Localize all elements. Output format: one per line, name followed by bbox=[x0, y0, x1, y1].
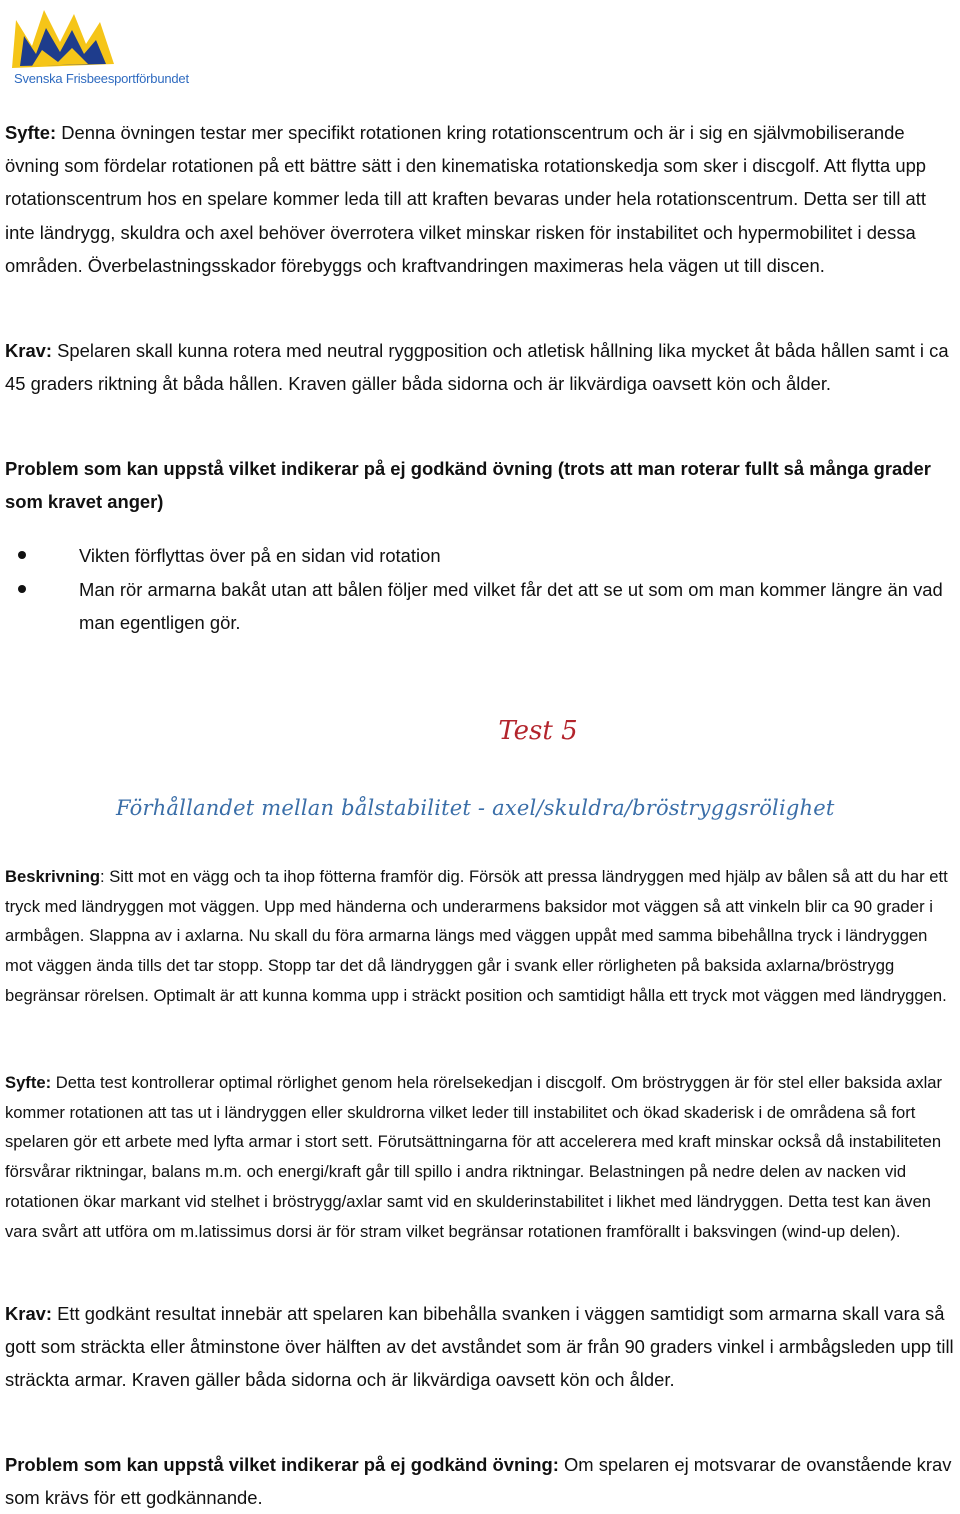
bullet-text: Vikten förflyttas över på en sidan vid rotation bbox=[79, 545, 441, 566]
section1-krav bbox=[5, 334, 957, 400]
bullet-text: Man rör armarna bakåt utan att bålen följer med vilket får det att se ut som om man kommer längre än vad man egentligen gör. bbox=[79, 579, 943, 634]
test-subtitle: Förhållandet mellan bålstabilitet - axel/skuldra/bröstryggsrölighet bbox=[116, 796, 835, 820]
problem-label: Problem som kan uppstå vilket indikerar på ej godkänd övning: bbox=[5, 1454, 559, 1475]
list-item bbox=[0, 539, 952, 572]
test-title: Test 5 bbox=[498, 716, 578, 746]
test5-syfte bbox=[5, 1068, 957, 1246]
syfte-text: Detta test kontrollerar optimal rörlighet genom hela rörelsekedjan i discgolf. Om bröstryggen är för stel eller baksida axlar kommer rotationen att tas ut i ländryggen eller skuldrorna vilket leder till instabilitet och ökad skaderisk i de områdena så fort spelaren gör ett arbete med lyfta armar i stort sett. Förutsättningarna för att accelerera med kraft minskar också då instabiliteten försvårar riktningar, balans m.m. och energi/kraft går till spillo i andra riktningar. Belastningen på nedre delen av nacken vid rotationen ökar markant vid stelhet i bröstrygg/axlar samt vid en skulderinstabilitet i likhet med ländryggen. Detta test kan även vara svårt att utföra om m.latissimus dorsi är för stram vilket begränsar rotationen framförallt i baksvingen (wind-up delen). bbox=[5, 1073, 943, 1241]
bullet-icon bbox=[18, 551, 26, 559]
problem-heading: Problem som kan uppstå vilket indikerar på ej godkänd övning (trots att man roterar fullt så många grader som kravet anger) bbox=[5, 458, 931, 513]
bullet-icon bbox=[18, 585, 26, 593]
krav-text: Spelaren skall kunna rotera med neutral ryggposition och atletisk hållning lika mycket åt båda hållen samt i ca 45 graders riktning åt båda hållen. Kraven gäller båda sidorna och är likvärdiga oavsett kön och ålder. bbox=[5, 340, 949, 395]
crown-icon bbox=[10, 6, 120, 72]
logo-org-name: Svenska Frisbeesportförbundet bbox=[14, 71, 189, 86]
syfte-text: Denna övningen testar mer specifikt rotationen kring rotationscentrum och är i sig en självmobiliserande övning som fördelar rotationen på ett bättre sätt i den kinematiska rotationskedja som sker i discgolf. Att flytta upp rotationscentrum hos en spelare kommer leda till att kraften bevaras under hela rotationscentrum. Detta ser till att inte ländrygg, skuldra och axel behöver överrotera vilket minskar risken för instabilitet och hypermobilitet i dessa områden. Överbelastningsskador förebyggs och kraftvandringen maximeras hela vägen ut till discen. bbox=[5, 122, 927, 276]
krav-label: Krav: bbox=[5, 340, 53, 361]
problem-text: Om spelaren ej motsvarar de ovanstående krav som krävs för ett godkännande. bbox=[5, 1454, 952, 1509]
test5-problem bbox=[5, 1448, 957, 1514]
problem-bullet-list bbox=[0, 539, 952, 641]
list-item bbox=[0, 573, 952, 639]
syfte-label: Syfte: bbox=[5, 122, 57, 143]
beskrivning-text: : Sitt mot en vägg och ta ihop fötterna framför dig. Försök att pressa ländryggen med hjälp av bålen så att du har ett tryck med ländryggen mot väggen. Upp med händerna och underarmens baksidor mot väggen så att vinkeln blir ca 90 grader i armbågen. Slappna av i axlarna. Nu skall du föra armarna längs med väggen uppåt med samma bibehållna tryck i ländryggen mot väggen ända tills det tar stopp. Stopp tar det då ländryggen går i svank eller rörligheten på baksida axlarna/bröstrygg begränsar rörelsen. Optimalt är att kunna komma upp i sträckt position och samtidigt hålla ett tryck mot väggen med ländryggen. bbox=[5, 867, 948, 1005]
section1-problem-heading bbox=[5, 452, 957, 518]
krav-label: Krav: bbox=[5, 1303, 53, 1324]
syfte-label: Syfte: bbox=[5, 1073, 52, 1092]
section1-syfte bbox=[5, 116, 957, 282]
beskrivning-label: Beskrivning bbox=[5, 867, 100, 886]
logo bbox=[8, 6, 218, 86]
test5-krav bbox=[5, 1297, 957, 1397]
krav-text: Ett godkänt resultat innebär att spelaren kan bibehålla svanken i väggen samtidigt som armarna skall vara så gott som sträckta eller åtminstone över hälften av det avståndet som är från 90 graders vinkel i armbågsleden upp till sträckta armar. Kraven gäller båda sidorna och är likvärdiga oavsett kön och ålder. bbox=[5, 1303, 954, 1391]
test5-beskrivning bbox=[5, 862, 957, 1011]
